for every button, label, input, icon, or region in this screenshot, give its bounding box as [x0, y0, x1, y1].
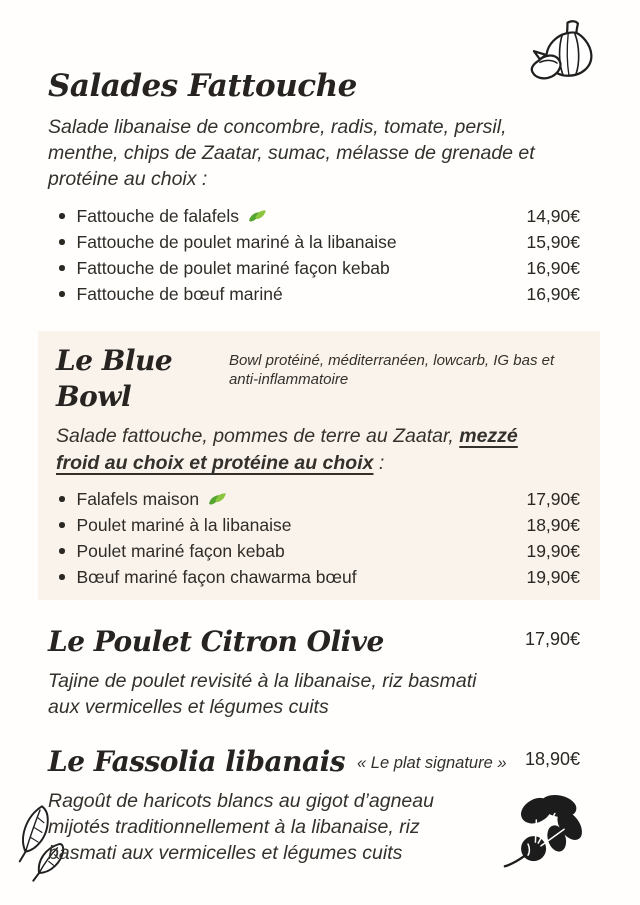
section-title-le-poulet-citron-olive: Le Poulet Citron Olive [48, 625, 384, 658]
bullet-icon [59, 574, 65, 580]
menu-item-row [48, 538, 580, 564]
blue-bowl-description [56, 423, 580, 477]
dish-name: Poulet mariné à la libanaise [76, 514, 292, 535]
dish-price: 19,90€ [526, 566, 580, 587]
dish-price: 14,90€ [526, 205, 580, 226]
bullet-icon [59, 548, 65, 554]
bullet-icon [59, 522, 65, 528]
description-line: basmati aux vermicelles et légumes cuits [48, 842, 403, 864]
menu-item-row [48, 512, 580, 538]
description-emphasis: froid au choix et protéine au choix [56, 452, 374, 474]
menu-item-row [48, 486, 580, 512]
section-title-le-blue-bowl: Le Blue Bowl [56, 344, 173, 413]
dish-name: Poulet mariné façon kebab [76, 540, 285, 561]
description-line: Ragoût de haricots blancs au gigot d’agneau [48, 790, 434, 812]
menu-item-row [48, 281, 580, 307]
subtitle-line: IG bas et anti-inflammatoire [228, 352, 555, 388]
blue-bowl-item-list [48, 486, 580, 590]
salades-description [48, 114, 580, 192]
bullet-icon [59, 291, 65, 297]
section-header [48, 624, 580, 660]
section-poulet-citron-olive [48, 624, 580, 720]
dish-name: Fattouche de poulet mariné façon kebab [76, 257, 390, 278]
blue-bowl-highlight-box [38, 331, 600, 600]
dish-price: 15,90€ [526, 231, 580, 252]
description-text: : [373, 452, 385, 474]
menu-item-row [48, 564, 580, 590]
dish-name: Falafels maison [76, 488, 200, 509]
section-title-le-fassolia-libanais: Le Fassolia libanais [48, 745, 346, 778]
subtitle-line: Bowl protéiné, méditerranéen, lowcarb, [228, 352, 490, 369]
dish-price: 19,90€ [526, 540, 580, 561]
description-line: aux vermicelles et légumes cuits [48, 696, 329, 718]
dish-name: Fattouche de poulet mariné à la libanaise [76, 231, 397, 252]
poulet-citron-description [48, 668, 580, 720]
fassolia-description [48, 788, 580, 866]
blue-bowl-subtitle [229, 351, 580, 389]
leaf-icon [207, 491, 227, 507]
dish-price: 18,90€ [526, 514, 580, 535]
bullet-icon [59, 265, 65, 271]
menu-item-row [48, 229, 580, 255]
dish-price: 17,90€ [526, 488, 580, 509]
section-title-salades-fattouche: Salades Fattouche [48, 68, 357, 104]
section-fassolia-libanais [48, 744, 580, 866]
dish-price: 18,90€ [524, 749, 580, 769]
menu-item-row [48, 203, 580, 229]
dish-name: Bœuf mariné façon chawarma bœuf [76, 566, 357, 587]
dish-price: 16,90€ [526, 257, 580, 278]
dish-price: 17,90€ [524, 629, 580, 649]
section-header [48, 744, 580, 780]
bullet-icon [59, 496, 65, 502]
dish-price: 16,90€ [526, 283, 580, 304]
description-emphasis: mezzé [459, 425, 518, 447]
salades-item-list [48, 203, 580, 307]
description-line: menthe, chips de Zaatar, sumac, mélasse de grenade et [48, 142, 535, 164]
dish-name: Fattouche de bœuf mariné [76, 283, 283, 304]
description-line: mijotés traditionnellement à la libanaise, riz [48, 816, 420, 838]
description-text: Salade fattouche, pommes de terre au Zaatar, [56, 425, 460, 447]
signature-tagline: « Le plat signature » [357, 754, 507, 772]
description-line: Tajine de poulet revisité à la libanaise, riz basmati [48, 670, 477, 692]
description-line: Salade libanaise de concombre, radis, tomate, persil, [48, 116, 507, 138]
bullet-icon [59, 213, 65, 219]
bullet-icon [59, 239, 65, 245]
description-line: protéine au choix : [48, 168, 208, 190]
dish-name: Fattouche de falafels [76, 205, 239, 226]
menu-item-row [48, 255, 580, 281]
leaf-icon [247, 208, 267, 224]
blue-bowl-header [48, 343, 580, 415]
